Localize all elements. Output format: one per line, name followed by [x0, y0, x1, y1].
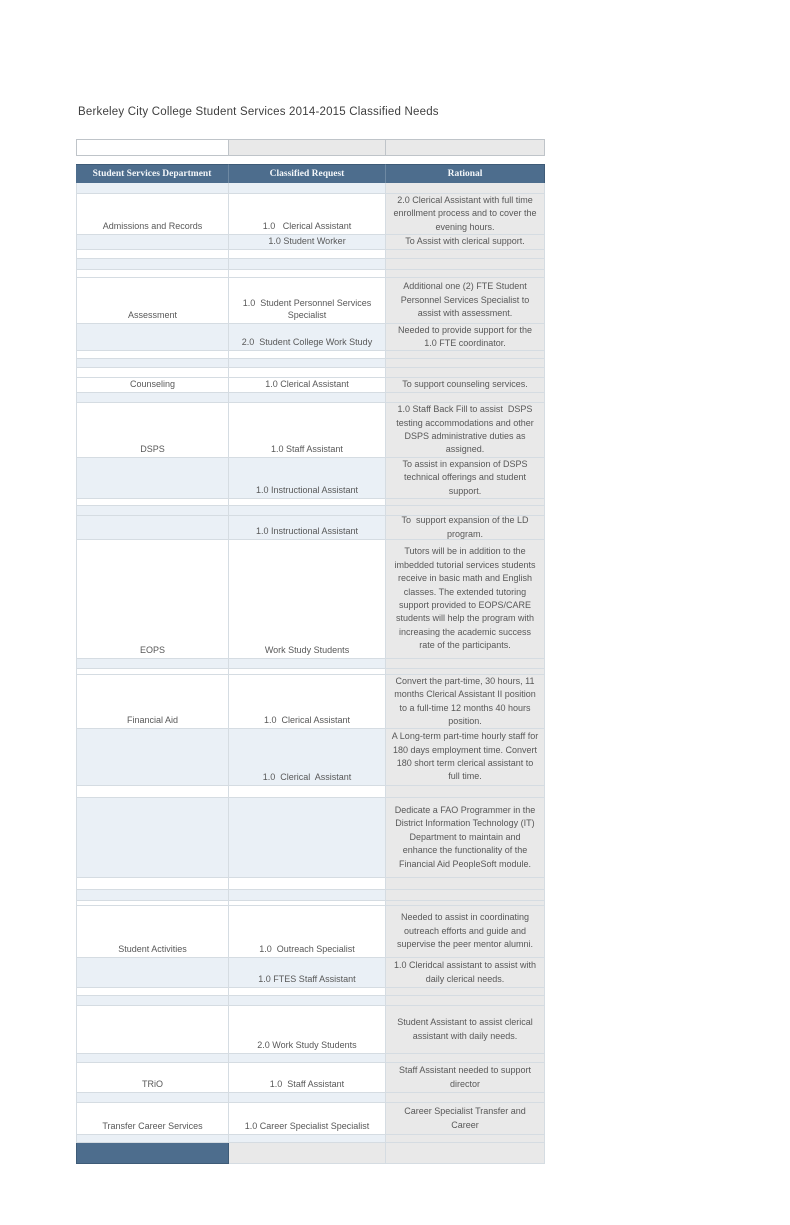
table-row	[76, 183, 545, 194]
department-cell	[76, 1054, 229, 1063]
department-cell	[76, 1143, 229, 1164]
department-cell: EOPS	[76, 540, 229, 659]
department-cell	[76, 351, 229, 359]
table-row	[76, 506, 545, 516]
table-row	[76, 235, 545, 250]
rationale-cell	[386, 359, 545, 368]
department-cell	[76, 250, 229, 259]
table-row	[76, 1063, 545, 1093]
table-row	[76, 890, 545, 901]
request-cell	[229, 351, 386, 359]
department-cell	[76, 996, 229, 1006]
request-cell: 1.0 Student Worker	[229, 235, 386, 250]
empty-cell	[386, 139, 545, 156]
department-cell	[76, 235, 229, 250]
request-cell: 1.0 Outreach Specialist	[229, 906, 386, 958]
rationale-cell: Dedicate a FAO Programmer in the District Information Technology (IT) Department to maintain and enhance the functionality of the Financial Aid PeopleSoft module.	[386, 798, 545, 878]
table-row	[76, 540, 545, 659]
request-cell	[229, 1093, 386, 1103]
rationale-cell	[386, 1093, 545, 1103]
request-cell	[229, 786, 386, 798]
request-cell: 2.0 Student College Work Study	[229, 324, 386, 351]
rationale-cell: Needed to assist in coordinating outreach efforts and guide and supervise the peer mentor alumni.	[386, 906, 545, 958]
table-row	[76, 906, 545, 958]
rationale-cell	[386, 996, 545, 1006]
request-cell	[229, 359, 386, 368]
department-cell	[76, 786, 229, 798]
rationale-cell: Needed to provide support for the 1.0 FTE coordinator.	[386, 324, 545, 351]
table-row	[76, 958, 545, 988]
department-cell	[76, 1135, 229, 1143]
table-row	[76, 786, 545, 798]
department-cell	[76, 368, 229, 378]
rationale-cell: 2.0 Clerical Assistant with full time enrollment process and to cover the evening hours.	[386, 194, 545, 235]
request-cell: 1.0 Clerical Assistant	[229, 675, 386, 729]
rationale-cell	[386, 988, 545, 996]
department-cell	[76, 1093, 229, 1103]
request-cell	[229, 1143, 386, 1164]
classified-needs-table	[76, 139, 545, 1164]
rationale-cell: A Long-term part-time hourly staff for 180 days employment time. Convert 180 short term clerical assistant to full time.	[386, 729, 545, 786]
request-cell: 1.0 Student Personnel Services Specialist	[229, 278, 386, 324]
rationale-cell: 1.0 Cleridcal assistant to assist with daily clerical needs.	[386, 958, 545, 988]
page-title: Berkeley City College Student Services 2014-2015 Classified Needs	[78, 106, 439, 118]
rationale-cell	[386, 368, 545, 378]
request-cell	[229, 798, 386, 878]
table-row	[76, 270, 545, 278]
table-row	[76, 729, 545, 786]
department-cell	[76, 499, 229, 506]
department-cell: TRiO	[76, 1063, 229, 1093]
rationale-cell: 1.0 Staff Back Fill to assist DSPS testing accommodations and other DSPS administrative duties as assigned.	[386, 403, 545, 458]
rationale-cell	[386, 183, 545, 194]
pre-header-row	[76, 139, 545, 156]
department-cell	[76, 183, 229, 194]
request-cell: 2.0 Work Study Students	[229, 1006, 386, 1054]
table-row	[76, 359, 545, 368]
request-cell	[229, 270, 386, 278]
rationale-cell: To assist in expansion of DSPS technical offerings and student support.	[386, 458, 545, 499]
request-cell	[229, 988, 386, 996]
table-row	[76, 378, 545, 393]
table-row	[76, 1135, 545, 1143]
table-row	[76, 1093, 545, 1103]
rationale-cell: Additional one (2) FTE Student Personnel Services Specialist to assist with assessment.	[386, 278, 545, 324]
department-cell	[76, 324, 229, 351]
rationale-cell	[386, 270, 545, 278]
rationale-cell: To Assist with clerical support.	[386, 235, 545, 250]
request-cell: 1.0 Instructional Assistant	[229, 458, 386, 499]
department-cell: Financial Aid	[76, 675, 229, 729]
department-cell: Admissions and Records	[76, 194, 229, 235]
table-row	[76, 393, 545, 403]
request-cell	[229, 250, 386, 259]
request-cell: 1.0 Staff Assistant	[229, 403, 386, 458]
request-cell: 1.0 Career Specialist Specialist	[229, 1103, 386, 1135]
rationale-cell	[386, 890, 545, 901]
table-row	[76, 798, 545, 878]
column-header-rational: Rational	[386, 164, 545, 183]
rationale-cell	[386, 1135, 545, 1143]
rationale-cell	[386, 1143, 545, 1164]
rationale-cell: Student Assistant to assist clerical assistant with daily needs.	[386, 1006, 545, 1054]
request-cell: 1.0 Clerical Assistant	[229, 194, 386, 235]
rationale-cell: Career Specialist Transfer and Career	[386, 1103, 545, 1135]
table-row	[76, 878, 545, 890]
rationale-cell	[386, 499, 545, 506]
department-cell: Transfer Career Services	[76, 1103, 229, 1135]
department-cell	[76, 393, 229, 403]
table-row	[76, 458, 545, 499]
request-cell	[229, 183, 386, 194]
rationale-cell: Tutors will be in addition to the imbedded tutorial services students receive in basic math and English classes. The extended tutoring support provided to EOPS/CARE students will help the program with increasing the academic success rate of the participants.	[386, 540, 545, 659]
table-row	[76, 351, 545, 359]
table-row	[76, 675, 545, 729]
request-cell	[229, 659, 386, 669]
column-header-department: Student Services Department	[76, 164, 229, 183]
request-cell	[229, 506, 386, 516]
table-row	[76, 1054, 545, 1063]
rationale-cell	[386, 250, 545, 259]
table-row	[76, 1006, 545, 1054]
table-header-row	[76, 164, 545, 183]
rationale-cell	[386, 259, 545, 270]
department-cell	[76, 359, 229, 368]
table-row	[76, 1143, 545, 1164]
table-row	[76, 259, 545, 270]
request-cell	[229, 368, 386, 378]
table-row	[76, 516, 545, 540]
request-cell: 1.0 FTES Staff Assistant	[229, 958, 386, 988]
department-cell: Assessment	[76, 278, 229, 324]
rationale-cell: To support counseling services.	[386, 378, 545, 393]
request-cell: 1.0 Instructional Assistant	[229, 516, 386, 540]
table-row	[76, 368, 545, 378]
request-cell: Work Study Students	[229, 540, 386, 659]
rationale-cell	[386, 1054, 545, 1063]
department-cell	[76, 659, 229, 669]
rationale-cell	[386, 393, 545, 403]
rationale-cell: Staff Assistant needed to support director	[386, 1063, 545, 1093]
column-header-request: Classified Request	[229, 164, 386, 183]
request-cell	[229, 259, 386, 270]
department-cell	[76, 270, 229, 278]
request-cell: 1.0 Clerical Assistant	[229, 729, 386, 786]
department-cell	[76, 516, 229, 540]
table-row	[76, 324, 545, 351]
department-cell: Student Activities	[76, 906, 229, 958]
request-cell	[229, 499, 386, 506]
table-row	[76, 403, 545, 458]
table-row	[76, 250, 545, 259]
request-cell: 1.0 Clerical Assistant	[229, 378, 386, 393]
department-cell	[76, 798, 229, 878]
rationale-cell	[386, 786, 545, 798]
rationale-cell	[386, 878, 545, 890]
department-cell	[76, 506, 229, 516]
department-cell	[76, 458, 229, 499]
request-cell	[229, 890, 386, 901]
department-cell	[76, 878, 229, 890]
request-cell	[229, 1054, 386, 1063]
rationale-cell	[386, 506, 545, 516]
department-cell	[76, 259, 229, 270]
request-cell: 1.0 Staff Assistant	[229, 1063, 386, 1093]
request-cell	[229, 878, 386, 890]
table-row	[76, 194, 545, 235]
request-cell	[229, 393, 386, 403]
request-cell	[229, 1135, 386, 1143]
empty-cell	[229, 139, 386, 156]
rationale-cell: Convert the part-time, 30 hours, 11 months Clerical Assistant II position to a full-time 12 months 40 hours position.	[386, 675, 545, 729]
department-cell: Counseling	[76, 378, 229, 393]
table-row	[76, 996, 545, 1006]
empty-cell	[76, 139, 229, 156]
table-row	[76, 1103, 545, 1135]
department-cell	[76, 890, 229, 901]
rationale-cell: To support expansion of the LD program.	[386, 516, 545, 540]
rationale-cell	[386, 659, 545, 669]
department-cell	[76, 1006, 229, 1054]
table-row	[76, 659, 545, 669]
table-row	[76, 499, 545, 506]
department-cell	[76, 988, 229, 996]
department-cell	[76, 958, 229, 988]
request-cell	[229, 996, 386, 1006]
rationale-cell	[386, 351, 545, 359]
table-row	[76, 988, 545, 996]
department-cell	[76, 729, 229, 786]
table-body	[76, 183, 545, 1164]
table-row	[76, 278, 545, 324]
department-cell: DSPS	[76, 403, 229, 458]
header-gap	[76, 156, 545, 164]
